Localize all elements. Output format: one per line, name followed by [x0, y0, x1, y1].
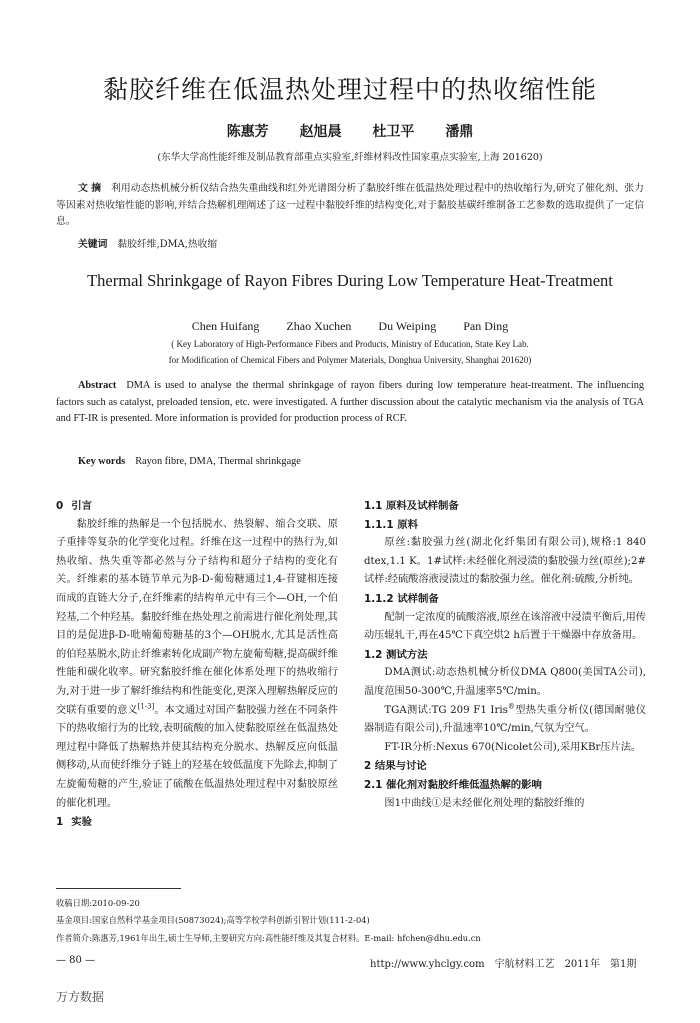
affiliation-en-line1: ( Key Laboratory of High-Performance Fibers and Products, Ministry of Education, State Key Lab.: [171, 339, 529, 349]
author-cn: 潘鼎: [445, 124, 474, 140]
ftir-paragraph: FT-IR分析:Nexus 670(Nicolet公司),采用KBr压片法。: [384, 741, 642, 753]
keywords-en: [78, 456, 301, 467]
intro-paragraph: 黏胶纤维的热解是一个包括脱水、热裂解、缩合交联、原子重排等复杂的化学变化过程。纤维在这一过程中的热行为,如热收缩、热失重等都必然与分子结构和超分子结构的变化有关。纤维素的基本链节单元为β-D-葡萄糖通过1,4-苷键相连接而成的直链大分子,在纤维素的结构单元中有三个—OH,一个伯羟基,二个仲羟基。黏胶纤维在热处理之前需进行催化剂处理,其目的是促进β-D-吡喃葡萄糖基的3个—OH脱水,尤其是活性高的伯羟基脱水,防止纤维素转化成副产物左旋葡萄糖,提高碳纤维性能和碳化收率。研究黏胶纤维在催化体系处理下的热收缩行为,对于进一步了解纤维结构和性能变化,更深入理解热解反应的交联有重要的意义[1-3]。本文通过对国产黏胶强力丝在不同条件下的热收缩行为的比较,表明硫酸的加入使黏胶原丝在低温热处理过程中降低了热解热并使其结构充分脱水、热解反应向低温侧移动,从而使纤维分子链上的羟基在较低温度下先除去,抑制了左旋葡萄糖的产生,验证了硫酸在低温热处理过程中对黏胶原丝的催化机理。: [56, 518, 339, 809]
title-en: Thermal Shrinkgage of Rayon Fibres During Low Temperature Heat-Treatment: [87, 271, 613, 290]
author-cn: 赵旭晨: [299, 124, 342, 140]
author-cn: 杜卫平: [372, 124, 415, 140]
keywords-en-text: Rayon fibre, DMA, Thermal shrinkgage: [135, 456, 301, 467]
footnote-author: 作者简介:陈惠芳,1961年出生,硕士生导师,主要研究方向:高性能纤维及其复合材料。E-mail: hfchen@dhu.edu.cn: [56, 933, 481, 943]
affiliation-cn: (东华大学高性能纤维及制品教育部重点实验室,纤维材料改性国家重点实验室,上海 201620): [157, 152, 543, 163]
sample-prep-paragraph: 配制一定浓度的硫酸溶液,原丝在该溶液中浸渍平衡后,用传动压辊轧干,再在45℃下真空烘2 h后置于干燥器中存放备用。: [364, 611, 646, 642]
abstract-cn-text: 利用动态热机械分析仪结合热失重曲线和红外光谱图分析了黏胶纤维在低温热处理过程中的热收缩行为,研究了催化剂、张力等因素对热收缩性能的影响,并结合热解机理阐述了这一过程中黏胶纤维的结构变化,对于黏胶基碳纤维制备工艺参数的选取提供了一定信息。: [56, 183, 644, 227]
footnote-divider: [56, 888, 181, 889]
citation: [1-3]: [137, 702, 155, 711]
keywords-cn: [78, 236, 217, 250]
author-en: Pan Ding: [463, 319, 509, 333]
section-heading-2: 2 结果与讨论: [364, 760, 427, 773]
journal-footer: [370, 955, 636, 970]
author-cn: 陈惠芳: [226, 124, 269, 140]
raw-material-paragraph: 原丝:黏胶强力丝(湖北化纤集团有限公司),规格:1 840 dtex,1.1 K。1#试样:未经催化剂浸渍的黏胶强力丝(原丝);2#试样:经硫酸溶液浸渍过的黏胶强力丝。催化剂:硫酸,分析纯。: [364, 537, 646, 586]
watermark: 万方数据: [56, 990, 105, 1004]
section-heading-2-1: 2.1 催化剂对黏胶纤维低温热解的影响: [364, 778, 542, 791]
abstract-en: [56, 378, 644, 428]
page-number: — 80 —: [56, 955, 96, 966]
section-heading-1-2: 1.2 测试方法: [364, 648, 428, 661]
keywords-en-label: Key words: [78, 456, 126, 467]
affiliation-en-line2: for Modification of Chemical Fibers and Polymer Materials, Donghua University, Shanghai 201620): [168, 355, 532, 365]
journal-year: 2011年: [564, 959, 601, 970]
experiment-heading: 1 实验: [56, 816, 93, 829]
results-paragraph: 图1中曲线①是未经催化剂处理的黏胶纤维的: [384, 797, 585, 809]
abstract-en-text: DMA is used to analyse the thermal shrinkgage of rayon fibers during low temperature heat-treatment. The influencing factors such as catalyst, preloaded tension, etc. were investigated. A further discussion about the catalytic mechanism via the analysis of TGA and FT-IR is presented. More information is provided for production process of RCF.: [56, 380, 644, 424]
author-en: Chen Huifang: [191, 319, 260, 333]
section-heading-1-1: 1.1 原料及试样制备: [364, 500, 459, 512]
intro-heading: 0 引言: [56, 500, 93, 512]
authors-en: [0, 319, 700, 334]
journal-url: http://www.yhclgy.com: [370, 959, 485, 970]
section-heading-1-1-1: 1.1.1 原料: [364, 518, 418, 531]
left-column: [56, 497, 338, 832]
right-column: [364, 497, 646, 813]
author-en: Du Weiping: [378, 319, 437, 333]
author-en: Zhao Xuchen: [286, 319, 352, 333]
footnote-fund: 基金项目:国家自然科学基金项目(50873024);高等学校学科创新引智计划(111-2-04): [56, 915, 370, 925]
abstract-en-label: Abstract: [78, 380, 117, 391]
dma-paragraph: DMA测试:动态热机械分析仪DMA Q800(美国TA公司),温度范围50-300℃,升温速率5℃/min。: [364, 667, 646, 697]
keywords-cn-label: 关键词: [78, 239, 108, 250]
journal-issue: 第1期: [610, 959, 637, 970]
abstract-cn: [56, 181, 644, 231]
tga-paragraph: TGA测试:TG 209 F1 Iris®型热失重分析仪(德国耐驰仪器制造有限公司),升温速率10℃/min,气氛为空气。: [364, 702, 646, 735]
title-cn: 黏胶纤维在低温热处理过程中的热收缩性能: [102, 75, 597, 104]
authors-cn: [0, 121, 700, 141]
footnote-received: 收稿日期:2010-09-20: [56, 898, 140, 908]
journal-name: 宇航材料工艺: [494, 959, 555, 970]
abstract-cn-label: 文 摘: [78, 183, 102, 194]
section-heading-1-1-2: 1.1.2 试样制备: [364, 592, 439, 605]
keywords-cn-text: 黏胶纤维,DMA,热收缩: [117, 239, 218, 250]
